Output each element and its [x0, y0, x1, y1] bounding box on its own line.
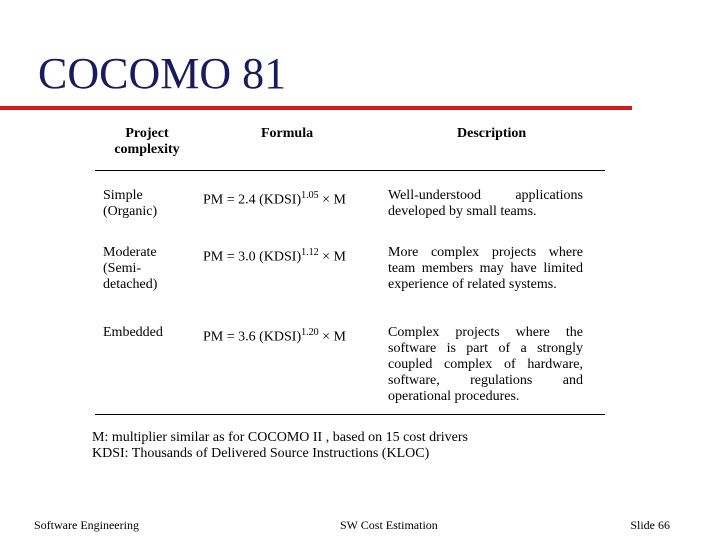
table-bottom-rule — [95, 414, 605, 415]
header-project-complexity: Project complexity — [114, 126, 180, 157]
row-formula: PM = 2.4 (KDSI)$^{1.05}$ × M — [203, 190, 346, 208]
header-formula: Formula — [261, 126, 314, 141]
footer-topic: SW Cost Estimation — [340, 518, 438, 532]
note-multiplier: M: multiplier similar as for COCOMO II , based on 15 cost drivers — [92, 430, 469, 445]
row-description: More complex projects where team members may have limited experience of related systems. — [388, 245, 583, 292]
row-complexity: Simple (Organic) — [103, 188, 158, 219]
table-header-row — [95, 126, 605, 170]
footer-course: Software Engineering — [34, 518, 139, 532]
cocomo-table — [95, 126, 605, 404]
row-complexity: Embedded — [103, 325, 163, 340]
row-complexity: Moderate (Semi-detached) — [103, 245, 158, 292]
notes — [92, 430, 468, 462]
title-underline — [0, 106, 632, 110]
slide-title: COCOMO 81 — [38, 49, 287, 98]
note-kdsi: KDSI: Thousands of Delivered Source Instructions (KLOC) — [92, 446, 430, 461]
row-formula: PM = 3.0 (KDSI)$^{1.12}$ × M — [203, 247, 346, 265]
row-description: Complex projects where the software is part of a strongly coupled complex of hardware, software, regulations and operational procedures. — [388, 325, 583, 404]
row-formula: PM = 3.6 (KDSI)$^{1.20}$ × M — [203, 327, 346, 345]
footer-slide-number: Slide 66 — [630, 518, 670, 532]
header-rule — [95, 170, 605, 171]
header-description: Description — [457, 126, 527, 141]
row-description: Well-understood applications developed by small teams. — [388, 188, 583, 219]
